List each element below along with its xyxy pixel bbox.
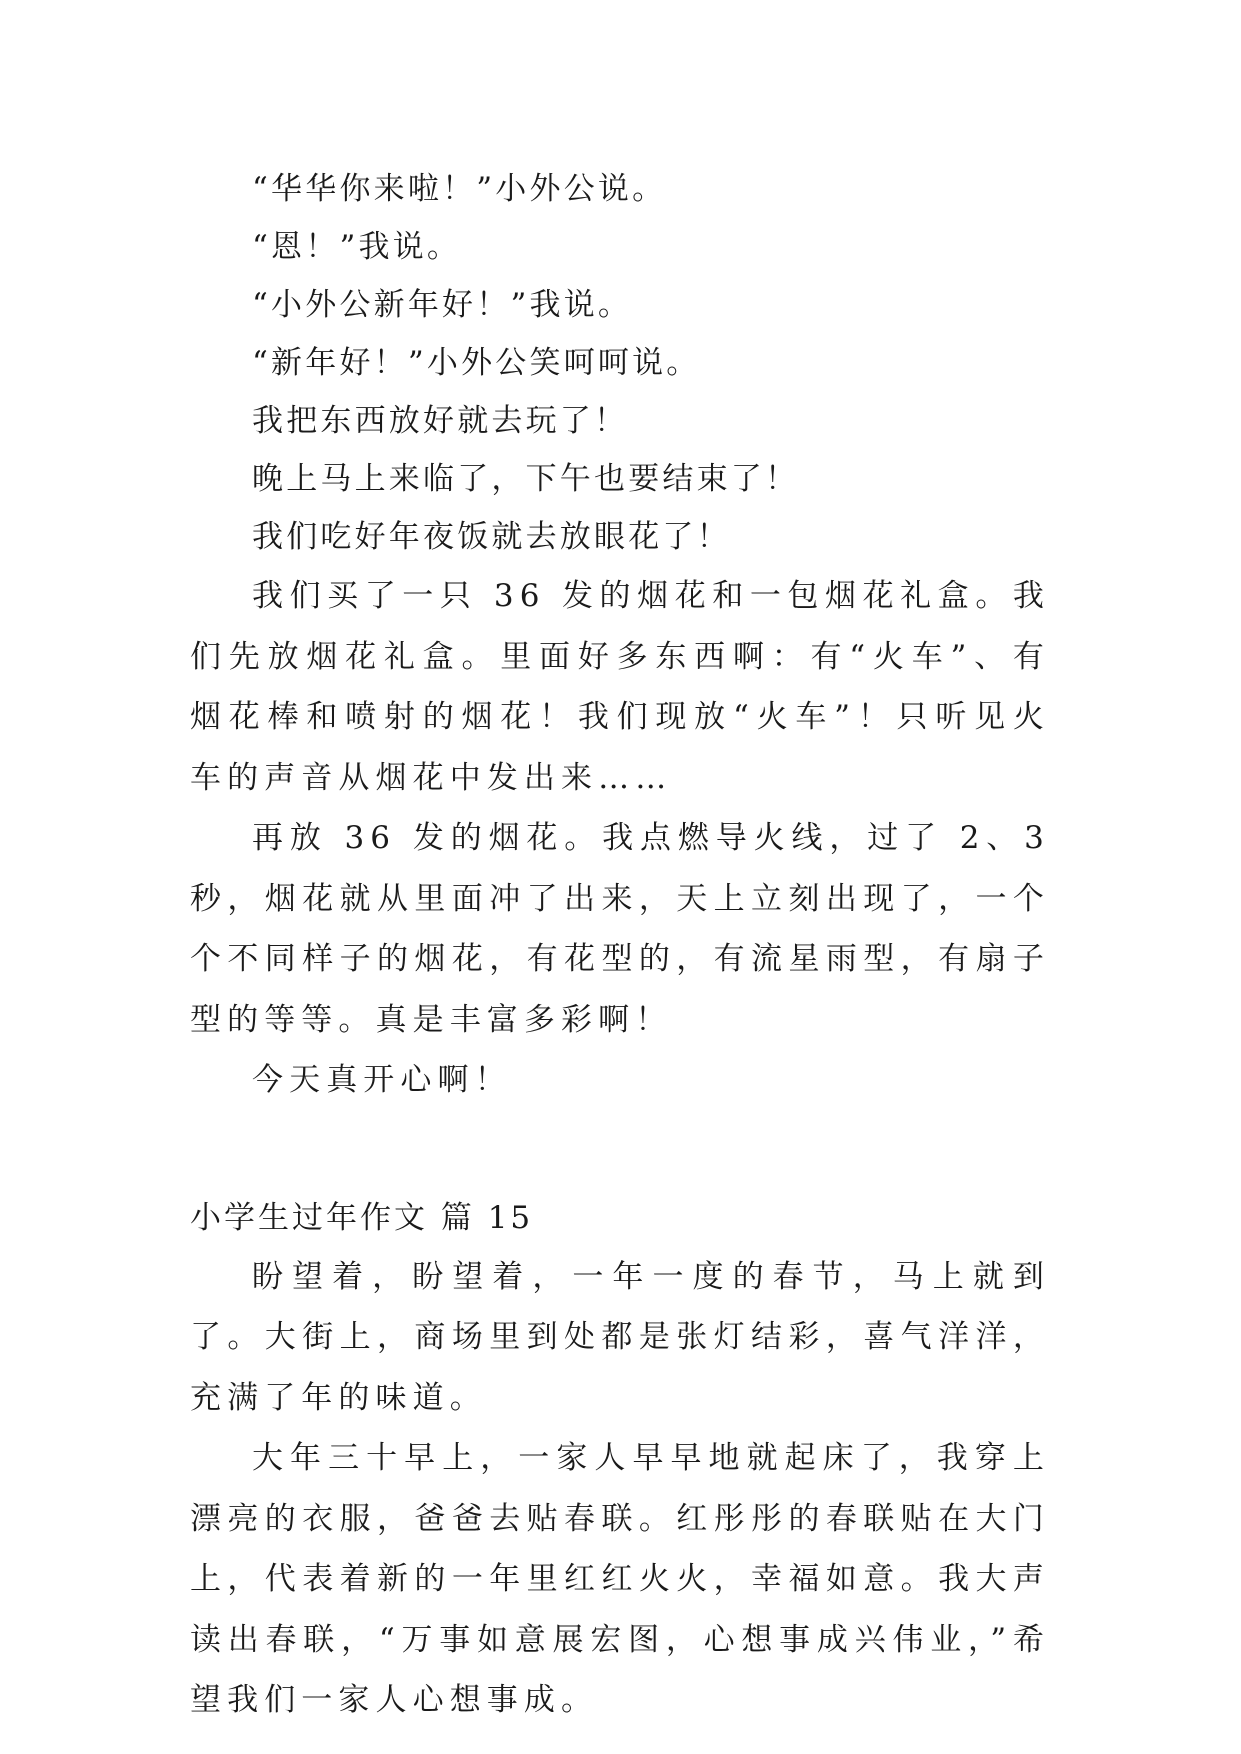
paragraph: 大年三十早上，一家人早早地就起床了，我穿上漂亮的衣服，爸爸去贴春联。红彤彤的春联贴在大门上，代表着新的一年里红红火火，幸福如意。我大声读出春联，“万事如意展宏图，心想事成兴伟业，”希望我们一家人心想事成。 — [190, 1440, 1050, 1718]
dialogue-line: “新年好！”小外公笑呵呵说。 — [252, 345, 701, 381]
dialogue-line: 我们吃好年夜饭就去放眼花了！ — [252, 519, 731, 555]
paragraph: 盼望着，盼望着，一年一度的春节，马上就到了。大街上，商场里到处都是张灯结彩，喜气洋洋，充满了年的味道。 — [190, 1258, 1050, 1416]
paragraph: 再放 36 发的烟花。我点燃导火线，过了 2、3 秒，烟花就从里面冲了出来，天上立刻出现了，一个个不同样子的烟花，有花型的，有流星雨型，有扇子型的等等。真是丰富多彩啊！ — [190, 820, 1050, 1038]
document-page — [190, 160, 1050, 1731]
dialogue-line: 晚上马上来临了，下午也要结束了！ — [252, 461, 800, 497]
dialogue-line: “华华你来啦！”小外公说。 — [252, 171, 667, 207]
dialogue-line: “恩！”我说。 — [252, 229, 462, 265]
dialogue-line: 我把东西放好就去玩了！ — [252, 403, 629, 439]
paragraph: 今天真开心啊！ — [252, 1062, 512, 1098]
dialogue-line: “小外公新年好！”我说。 — [252, 287, 633, 323]
section-heading: 小学生过年作文 篇 15 — [190, 1199, 534, 1236]
paragraph: 我们买了一只 36 发的烟花和一包烟花礼盒。我们先放烟花礼盒。里面好多东西啊：有“火车”、有烟花棒和喷射的烟花！我们现放“火车”！只听见火车的声音从烟花中发出来…… — [190, 578, 1050, 796]
